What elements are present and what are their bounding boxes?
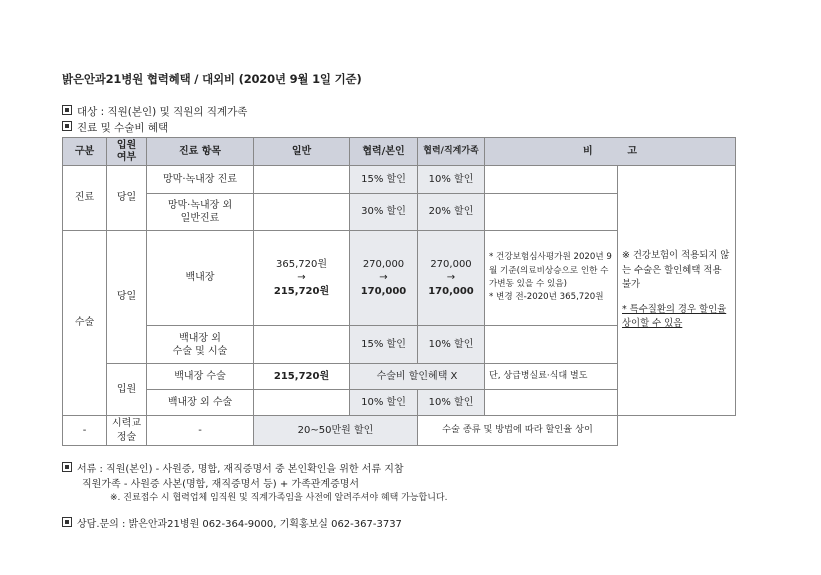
side-remarks	[618, 166, 736, 416]
item-cell: 시력교정술	[107, 416, 147, 446]
self-cell: 10% 할인	[350, 390, 418, 416]
target-line	[62, 104, 247, 119]
header-self: 협력/본인	[350, 138, 418, 166]
side-note-1: ※ 건강보험이 적용되지 않는 수술은 할인혜택 적용 불가	[622, 250, 730, 291]
header-remarks: 비 고	[485, 138, 736, 166]
self-cell: 15% 할인	[350, 326, 418, 364]
documents-line-3: ※. 진료접수 시 협력업체 임직원 및 직계가족임을 사전에 알려주셔야 혜택 가능합니다.	[110, 493, 448, 503]
general-before: 365,720원	[275, 258, 327, 270]
contact-text: 상담.문의 : 밝은안과21병원 062-364-9000, 기획홍보실 062-367-3737	[77, 519, 402, 530]
self-before: 270,000	[362, 258, 405, 270]
remarks-cell	[485, 194, 618, 231]
family-cell: 10% 할인	[418, 326, 485, 364]
self-price-cell	[350, 231, 418, 326]
category-treatment: 진료	[63, 166, 107, 231]
general-cell	[254, 390, 350, 416]
general-cell: 215,720원	[254, 364, 350, 390]
header-category: 구분	[63, 138, 107, 166]
admission-inpatient: 입원	[107, 364, 147, 416]
item-cell: 백내장 외 수술 및 시술	[147, 326, 254, 364]
documents-line-1	[62, 460, 404, 475]
item-cell: 백내장 외 수술	[147, 390, 254, 416]
general-price-cell	[254, 231, 350, 326]
category-surgery: 수술	[63, 231, 107, 416]
remarks-cell: 수술 종류 및 방법에 따라 할인율 상이	[418, 416, 618, 446]
family-cell: 10% 할인	[418, 390, 485, 416]
admission-cell: -	[63, 416, 107, 446]
documents-text-1: 서류 : 직원(본인) - 사원증, 명함, 재직증명서 중 본인확인을 위한 서류 지참	[77, 464, 404, 475]
self-cell: 30% 할인	[350, 194, 418, 231]
general-cell: -	[147, 416, 254, 446]
item-cell: 백내장	[147, 231, 254, 326]
header-item: 진료 항목	[147, 138, 254, 166]
arrow-icon: →	[379, 272, 388, 284]
self-cell: 15% 할인	[350, 166, 418, 194]
checkbox-bullet-icon	[62, 462, 72, 472]
page-title: 밝은안과21병원 협력혜택 / 대외비 (2020년 9월 1일 기준)	[62, 72, 362, 86]
documents-line-2: 직원가족 - 사원증 사본(명함, 재직증명서 등) + 가족관계증명서	[82, 479, 360, 490]
table-header-row	[63, 138, 736, 166]
remarks-cell: 단, 상급병실료·식대 별도	[485, 364, 618, 390]
benefit-cell: 수술비 할인혜택 X	[350, 364, 485, 390]
benefit-cell: 20~50만원 할인	[254, 416, 418, 446]
family-price-cell	[418, 231, 485, 326]
target-text: 대상 : 직원(본인) 및 직원의 직계가족	[77, 106, 248, 118]
family-after: 170,000	[428, 285, 474, 297]
benefits-table	[62, 137, 736, 446]
section-line	[62, 120, 168, 135]
header-admission: 입원 여부	[107, 138, 147, 166]
checkbox-bullet-icon	[62, 105, 72, 115]
checkbox-bullet-icon	[62, 121, 72, 131]
admission-day: 당일	[107, 166, 147, 231]
section-text: 진료 및 수술비 혜택	[77, 122, 169, 134]
side-note-2: * 특수질환의 경우 할인율 상이할 수 있음	[622, 303, 727, 330]
cataract-note: * 건강보험심사평가원 2020년 9월 기준(의료비상승으로 인한 수가변동 있을 수 있음) * 변경 전-2020년 365,720원	[485, 231, 618, 326]
remarks-cell	[485, 166, 618, 194]
arrow-icon: →	[297, 272, 306, 284]
item-cell: 망막·녹내장 외 일반진료	[147, 194, 254, 231]
header-general: 일반	[254, 138, 350, 166]
family-before: 270,000	[430, 258, 472, 270]
remarks-cell	[485, 390, 618, 416]
table-row	[63, 416, 736, 446]
checkbox-bullet-icon	[62, 517, 72, 527]
general-cell	[254, 166, 350, 194]
remarks-cell	[485, 326, 618, 364]
admission-day: 당일	[107, 231, 147, 364]
general-after: 215,720원	[273, 285, 330, 297]
self-after: 170,000	[360, 285, 407, 297]
general-cell	[254, 194, 350, 231]
arrow-icon: →	[446, 272, 456, 284]
family-cell: 10% 할인	[418, 166, 485, 194]
family-cell: 20% 할인	[418, 194, 485, 231]
item-cell: 망막·녹내장 진료	[147, 166, 254, 194]
contact-line	[62, 515, 402, 530]
table-row	[63, 166, 736, 194]
general-cell	[254, 326, 350, 364]
item-cell: 백내장 수술	[147, 364, 254, 390]
header-family: 협력/직계가족	[418, 138, 485, 166]
